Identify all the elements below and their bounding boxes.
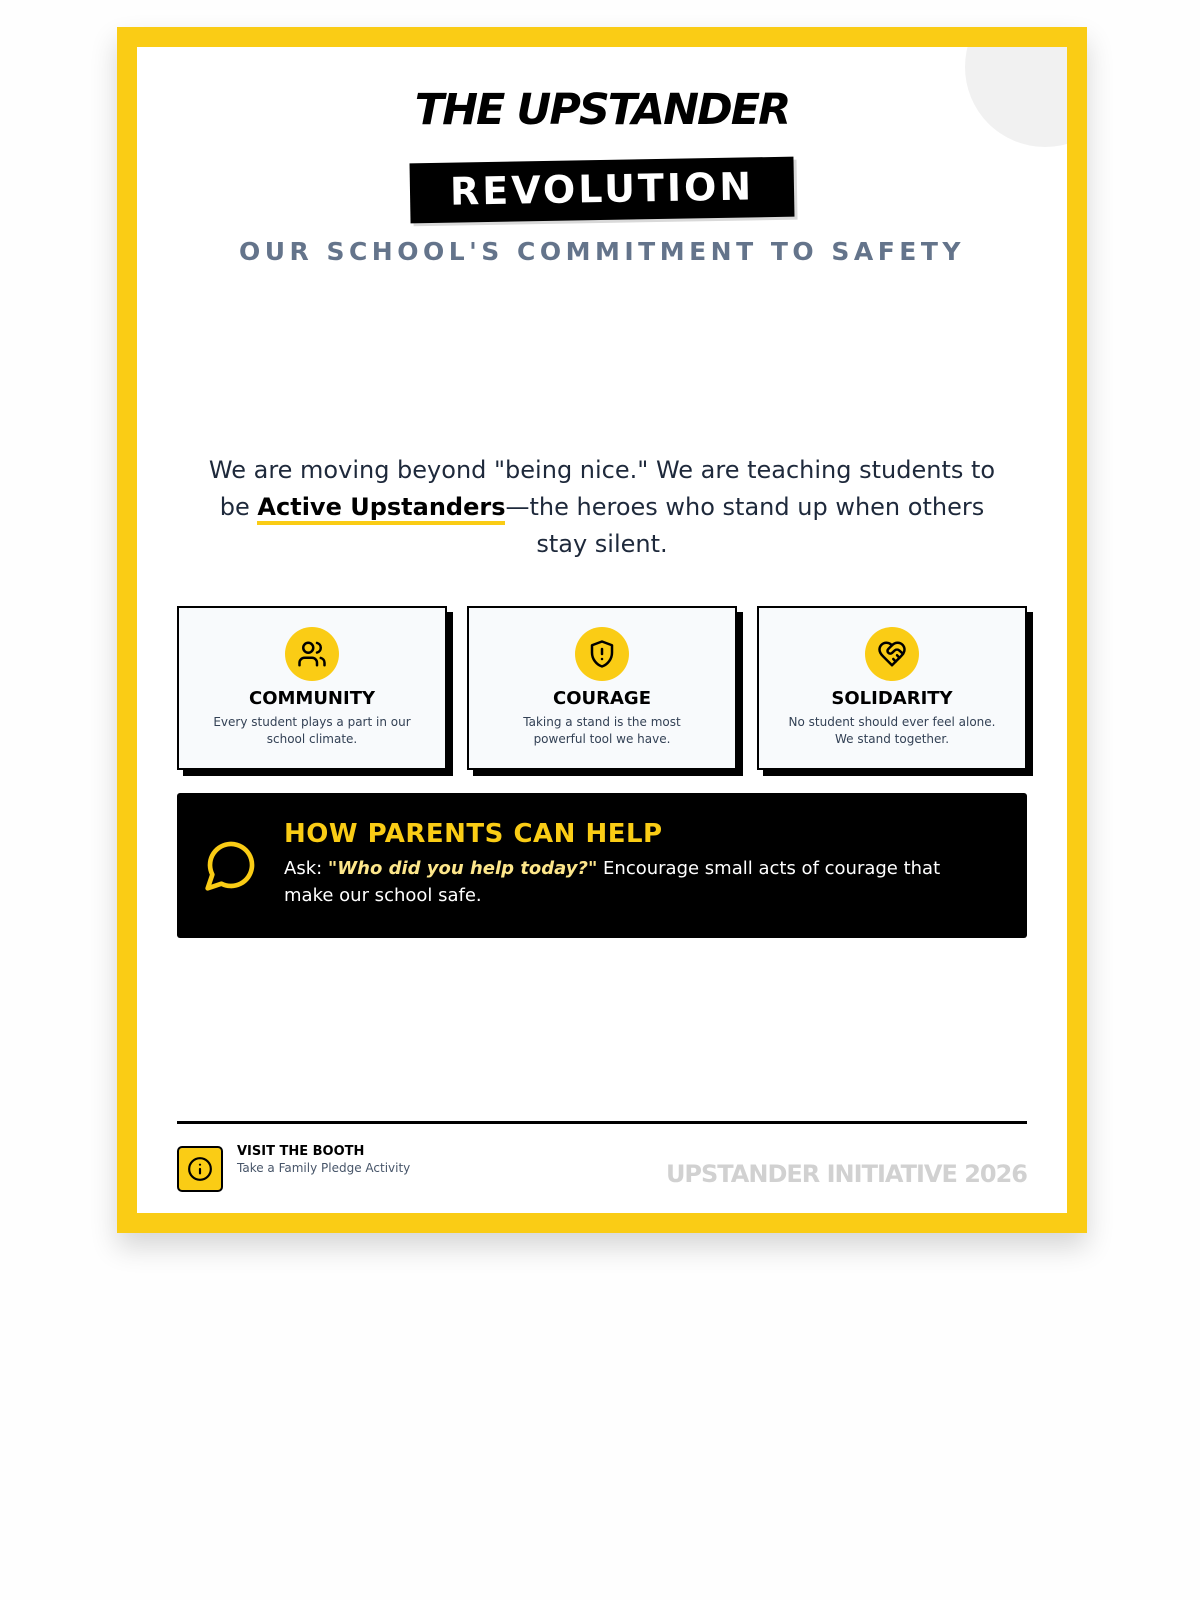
value-text: Taking a stand is the most powerful tool we have.: [523, 715, 681, 746]
value-title: SOLIDARITY: [831, 688, 953, 709]
heart-handshake-icon: [865, 627, 919, 681]
help-lead: Ask:: [284, 858, 328, 879]
value-card-courage: [467, 606, 737, 770]
shield-icon: [575, 627, 629, 681]
value-text: No student should ever feel alone. We stand together.: [788, 715, 996, 746]
banner-wrap: [137, 160, 1067, 220]
value-title: COURAGE: [553, 688, 651, 709]
intro-highlight: Active Upstanders: [257, 493, 505, 525]
parents-help-panel: [177, 793, 1027, 938]
values-row: [177, 606, 1027, 770]
revolution-banner: REVOLUTION: [409, 157, 794, 224]
value-text: Every student plays a part in our school climate.: [213, 715, 411, 746]
poster: [117, 27, 1087, 1233]
initiative-label: UPSTANDER INITIATIVE 2026: [665, 1160, 1027, 1188]
help-quote: "Who did you help today?": [327, 858, 598, 879]
value-title: COMMUNITY: [248, 688, 376, 709]
page-title: THE UPSTANDER: [414, 85, 790, 135]
help-title: HOW PARENTS CAN HELP: [284, 819, 663, 849]
intro-paragraph: [207, 452, 997, 563]
users-icon: [285, 627, 339, 681]
info-icon: [177, 1146, 223, 1192]
value-card-community: [177, 606, 447, 770]
chat-bubble-icon: [203, 837, 259, 893]
value-card-solidarity: [757, 606, 1027, 770]
help-rest: Encourage small acts of courage that make our school safe.: [284, 858, 941, 906]
intro-text-1: We are moving beyond "being nice." We are teaching students to be: [208, 456, 996, 521]
booth-title: VISIT THE BOOTH: [237, 1144, 365, 1159]
page-subtitle: OUR SCHOOL'S COMMITMENT TO SAFETY: [238, 237, 966, 266]
footer-divider: [177, 1121, 1027, 1124]
intro-text-2: —the heroes who stand up when others stay silent.: [505, 493, 985, 558]
help-text: [284, 855, 984, 909]
booth-subtitle: Take a Family Pledge Activity: [237, 1161, 411, 1175]
